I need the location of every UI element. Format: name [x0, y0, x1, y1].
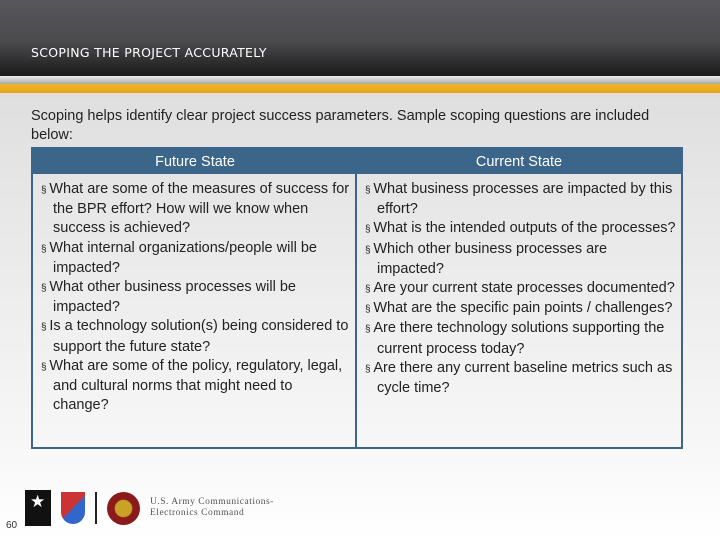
list-item: § What are some of the policy, regulatory, legal, and cultural norms that might need to change? — [41, 357, 351, 416]
list-item: § What are some of the measures of success for the BPR effort? How will we know when success is achieved? — [41, 180, 351, 239]
list-item: § What other business processes will be impacted? — [41, 278, 351, 317]
future-state-column — [33, 174, 357, 447]
scoping-table — [31, 147, 683, 449]
list-item: § Are there technology solutions supporting the current process today? — [365, 319, 677, 358]
table-header — [33, 149, 681, 174]
list-item: § What business processes are impacted by this effort? — [365, 180, 677, 219]
divider — [0, 76, 720, 84]
list-item: § What are the specific pain points / challenges? — [365, 299, 677, 319]
list-item: § Is a technology solution(s) being considered to support the future state? — [41, 317, 351, 356]
org-line-2: Electronics Command — [150, 508, 245, 518]
list-item: § What internal organizations/people will be impacted? — [41, 239, 351, 278]
list-item: § Are your current state processes documented? — [365, 279, 677, 299]
header-current-state: Current State — [475, 153, 563, 170]
army-star-logo — [25, 490, 51, 526]
org-name — [150, 497, 274, 519]
header-bar — [0, 0, 720, 76]
accent-stripe — [0, 84, 720, 93]
list-item: § What is the intended outputs of the processes? — [365, 219, 677, 239]
cecom-seal-logo — [107, 492, 140, 525]
list-item: § Are there any current baseline metrics such as cycle time? — [365, 359, 677, 398]
shield-logo — [61, 492, 85, 524]
org-line-1: U.S. Army Communications- — [150, 497, 274, 507]
logo-divider — [95, 492, 97, 524]
header-future-state: Future State — [155, 153, 235, 170]
page-number: 60 — [6, 520, 18, 531]
intro-text: Scoping helps identify clear project success parameters. Sample scoping questions are included below: — [31, 108, 650, 143]
current-state-column — [357, 174, 681, 447]
page-title: SCOPING THE PROJECT ACCURATELY — [31, 45, 267, 60]
list-item: § Which other business processes are impacted? — [365, 240, 677, 279]
footer-logos — [25, 490, 274, 526]
